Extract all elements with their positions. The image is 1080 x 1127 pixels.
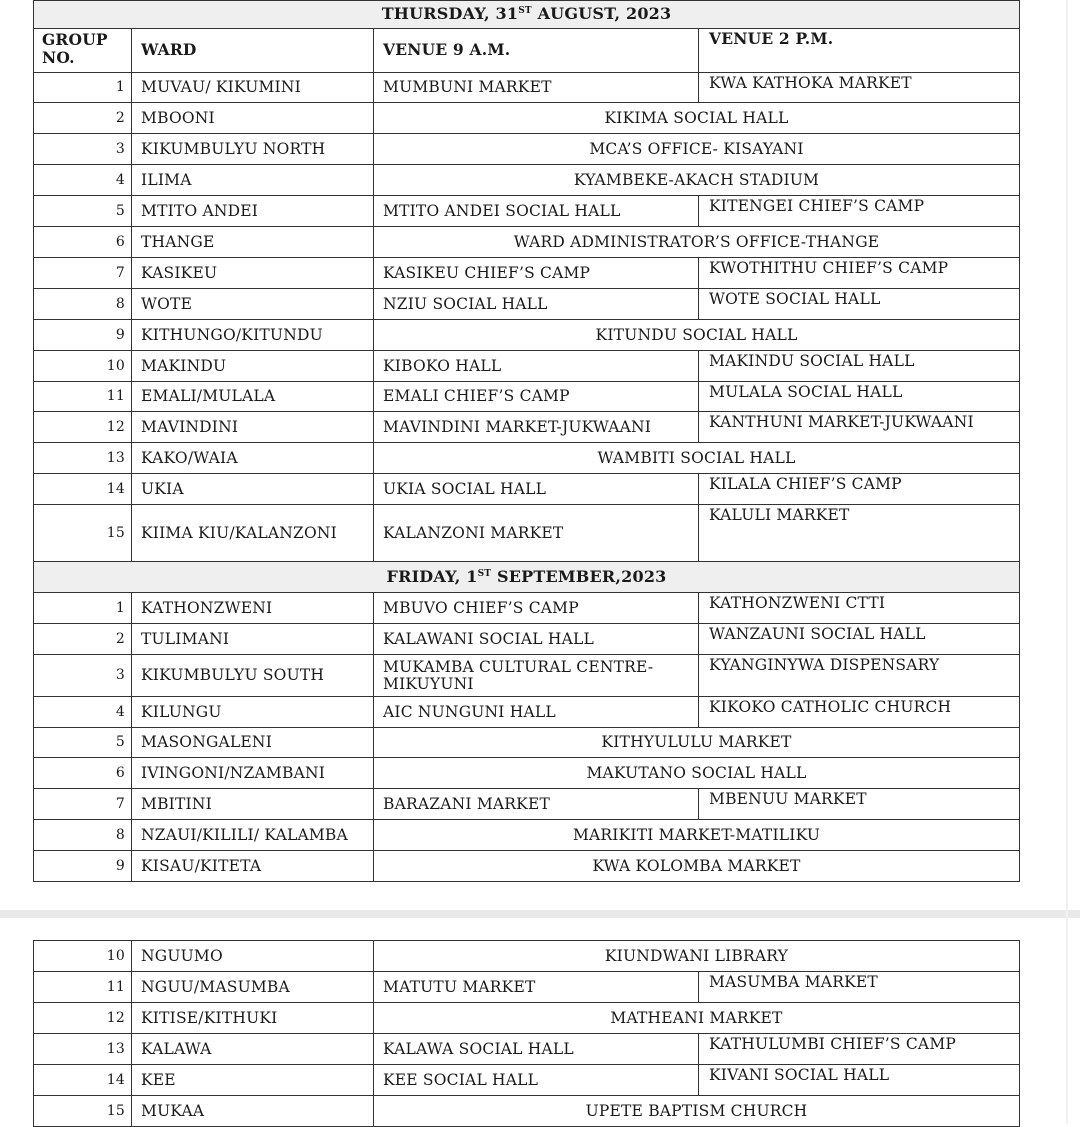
day-title: THURSDAY, 31ST AUGUST, 2023 (34, 1, 1020, 29)
table-row (34, 697, 1020, 728)
ward-name: KISAU/KITETA (132, 851, 374, 882)
group-number: 4 (34, 165, 132, 196)
table-row (34, 941, 1020, 972)
venue-9am: KASIKEU CHIEF’S CAMP (374, 258, 699, 289)
table-row (34, 655, 1020, 697)
venue-all-day: KITHYULULU MARKET (374, 728, 1020, 758)
ward-name: KIKUMBULYU NORTH (132, 134, 374, 165)
venue-9am: AIC NUNGUNI HALL (374, 697, 699, 728)
group-number: 6 (34, 758, 132, 789)
venue-9am: KALAWA SOCIAL HALL (374, 1034, 699, 1065)
day-header-row (34, 1, 1020, 29)
group-number: 9 (34, 320, 132, 351)
group-number: 6 (34, 227, 132, 258)
ward-name: THANGE (132, 227, 374, 258)
group-number: 13 (34, 1034, 132, 1065)
group-number: 2 (34, 103, 132, 134)
venue-9am: MBUVO CHIEF’S CAMP (374, 593, 699, 624)
venue-all-day: MAKUTANO SOCIAL HALL (374, 758, 1020, 789)
venue-9am: MUKAMBA CULTURAL CENTRE-MIKUYUNI (374, 655, 699, 697)
header-group-no: GROUP NO. (34, 29, 132, 73)
venue-all-day: KWA KOLOMBA MARKET (374, 851, 1020, 882)
venue-9am: BARAZANI MARKET (374, 789, 699, 820)
ward-name: MAVINDINI (132, 412, 374, 443)
ward-name: KEE (132, 1065, 374, 1096)
group-number: 5 (34, 728, 132, 758)
venue-2pm: KITENGEI CHIEF’S CAMP (699, 196, 1020, 227)
ward-name: KATHONZWENI (132, 593, 374, 624)
ward-name: MBITINI (132, 789, 374, 820)
ward-name: MAKINDU (132, 351, 374, 382)
table-row (34, 1034, 1020, 1065)
venue-9am: MAVINDINI MARKET-JUKWAANI (374, 412, 699, 443)
group-number: 12 (34, 412, 132, 443)
ward-name: ILIMA (132, 165, 374, 196)
table-row (34, 624, 1020, 655)
group-number: 10 (34, 941, 132, 972)
group-number: 8 (34, 820, 132, 851)
ward-name: MUKAA (132, 1096, 374, 1127)
venue-all-day: MARIKITI MARKET-MATILIKU (374, 820, 1020, 851)
ward-name: KALAWA (132, 1034, 374, 1065)
venue-all-day: UPETE BAPTISM CHURCH (374, 1096, 1020, 1127)
ward-name: MUVAU/ KIKUMINI (132, 73, 374, 103)
table-row (34, 443, 1020, 474)
venue-9am: NZIU SOCIAL HALL (374, 289, 699, 320)
table-row (34, 351, 1020, 382)
venue-2pm: KYANGINYWA DISPENSARY (699, 655, 1020, 697)
venue-2pm: MBENUU MARKET (699, 789, 1020, 820)
page-edge (1066, 0, 1068, 1124)
venue-2pm: KATHULUMBI CHIEF’S CAMP (699, 1034, 1020, 1065)
group-number: 11 (34, 382, 132, 412)
ward-name: KIKUMBULYU SOUTH (132, 655, 374, 697)
venue-2pm: MULALA SOCIAL HALL (699, 382, 1020, 412)
venue-2pm: KATHONZWENI CTTI (699, 593, 1020, 624)
venue-all-day: MCA’S OFFICE- KISAYANI (374, 134, 1020, 165)
group-number: 8 (34, 289, 132, 320)
group-number: 1 (34, 593, 132, 624)
venue-2pm: KIVANI SOCIAL HALL (699, 1065, 1020, 1096)
ward-name: KITHUNGO/KITUNDU (132, 320, 374, 351)
group-number: 2 (34, 624, 132, 655)
venue-9am: EMALI CHIEF’S CAMP (374, 382, 699, 412)
table-row (34, 728, 1020, 758)
venue-all-day: KIUNDWANI LIBRARY (374, 941, 1020, 972)
group-number: 10 (34, 351, 132, 382)
table-row (34, 505, 1020, 562)
day-title-text: SEPTEMBER,2023 (491, 566, 667, 586)
venue-all-day: KIKIMA SOCIAL HALL (374, 103, 1020, 134)
venue-all-day: MATHEANI MARKET (374, 1003, 1020, 1034)
header-venue-2pm: VENUE 2 P.M. (699, 29, 1020, 73)
table-row (34, 972, 1020, 1003)
table-row (34, 593, 1020, 624)
table-row (34, 1003, 1020, 1034)
table-row (34, 196, 1020, 227)
day-title-sup: ST (477, 568, 492, 579)
ward-name: EMALI/MULALA (132, 382, 374, 412)
group-number: 12 (34, 1003, 132, 1034)
ward-name: NZAUI/KILILI/ KALAMBA (132, 820, 374, 851)
venue-9am: MUMBUNI MARKET (374, 73, 699, 103)
group-number: 14 (34, 474, 132, 505)
group-number: 15 (34, 1096, 132, 1127)
venue-9am: MTITO ANDEI SOCIAL HALL (374, 196, 699, 227)
ward-name: TULIMANI (132, 624, 374, 655)
group-number: 3 (34, 655, 132, 697)
table-row (34, 1096, 1020, 1127)
table-row (34, 851, 1020, 882)
group-number: 1 (34, 73, 132, 103)
table-row (34, 382, 1020, 412)
venue-all-day: KYAMBEKE-AKACH STADIUM (374, 165, 1020, 196)
venue-9am: KALANZONI MARKET (374, 505, 699, 562)
ward-name: KITISE/KITHUKI (132, 1003, 374, 1034)
group-number: 13 (34, 443, 132, 474)
ward-name: KILUNGU (132, 697, 374, 728)
ward-name: KASIKEU (132, 258, 374, 289)
table-row (34, 134, 1020, 165)
day-title-text: FRIDAY, 1 (386, 566, 478, 586)
page-gap (0, 910, 1080, 918)
schedule-table-continued (33, 940, 1020, 1127)
table-row (34, 289, 1020, 320)
venue-2pm: KWOTHITHU CHIEF’S CAMP (699, 258, 1020, 289)
schedule-table (33, 0, 1020, 882)
day-header-row (34, 562, 1020, 593)
venue-9am: KALAWANI SOCIAL HALL (374, 624, 699, 655)
day-title (34, 562, 1020, 593)
table-row (34, 789, 1020, 820)
venue-2pm: WOTE SOCIAL HALL (699, 289, 1020, 320)
table-row (34, 320, 1020, 351)
table-row (34, 227, 1020, 258)
table-row (34, 103, 1020, 134)
group-number: 7 (34, 789, 132, 820)
venue-2pm: KILALA CHIEF’S CAMP (699, 474, 1020, 505)
venue-2pm: KWA KATHOKA MARKET (699, 73, 1020, 103)
ward-name: WOTE (132, 289, 374, 320)
ward-name: NGUUMO (132, 941, 374, 972)
table-row (34, 820, 1020, 851)
table-row (34, 165, 1020, 196)
table-row (34, 758, 1020, 789)
venue-all-day: WAMBITI SOCIAL HALL (374, 443, 1020, 474)
table-row (34, 73, 1020, 103)
ward-name: IVINGONI/NZAMBANI (132, 758, 374, 789)
group-number: 9 (34, 851, 132, 882)
group-number: 14 (34, 1065, 132, 1096)
group-number: 3 (34, 134, 132, 165)
ward-name: UKIA (132, 474, 374, 505)
group-number: 7 (34, 258, 132, 289)
group-number: 15 (34, 505, 132, 562)
venue-2pm: WANZAUNI SOCIAL HALL (699, 624, 1020, 655)
venue-2pm: KALULI MARKET (699, 505, 1020, 562)
header-ward: WARD (132, 29, 374, 73)
group-number: 5 (34, 196, 132, 227)
ward-name: KAKO/WAIA (132, 443, 374, 474)
ward-name: NGUU/MASUMBA (132, 972, 374, 1003)
column-header-row (34, 29, 1020, 73)
venue-2pm: KIKOKO CATHOLIC CHURCH (699, 697, 1020, 728)
ward-name: MBOONI (132, 103, 374, 134)
venue-9am: MATUTU MARKET (374, 972, 699, 1003)
venue-2pm: KANTHUNI MARKET-JUKWAANI (699, 412, 1020, 443)
ward-name: KIIMA KIU/KALANZONI (132, 505, 374, 562)
group-number: 11 (34, 972, 132, 1003)
venue-9am: UKIA SOCIAL HALL (374, 474, 699, 505)
group-number: 4 (34, 697, 132, 728)
venue-all-day: WARD ADMINISTRATOR’S OFFICE-THANGE (374, 227, 1020, 258)
ward-name: MTITO ANDEI (132, 196, 374, 227)
header-venue-9am: VENUE 9 A.M. (374, 29, 699, 73)
venue-all-day: KITUNDU SOCIAL HALL (374, 320, 1020, 351)
venue-2pm: MAKINDU SOCIAL HALL (699, 351, 1020, 382)
ward-name: MASONGALENI (132, 728, 374, 758)
table-row (34, 258, 1020, 289)
table-row (34, 1065, 1020, 1096)
table-row (34, 412, 1020, 443)
table-row (34, 474, 1020, 505)
venue-9am: KEE SOCIAL HALL (374, 1065, 699, 1096)
venue-2pm: MASUMBA MARKET (699, 972, 1020, 1003)
venue-9am: KIBOKO HALL (374, 351, 699, 382)
